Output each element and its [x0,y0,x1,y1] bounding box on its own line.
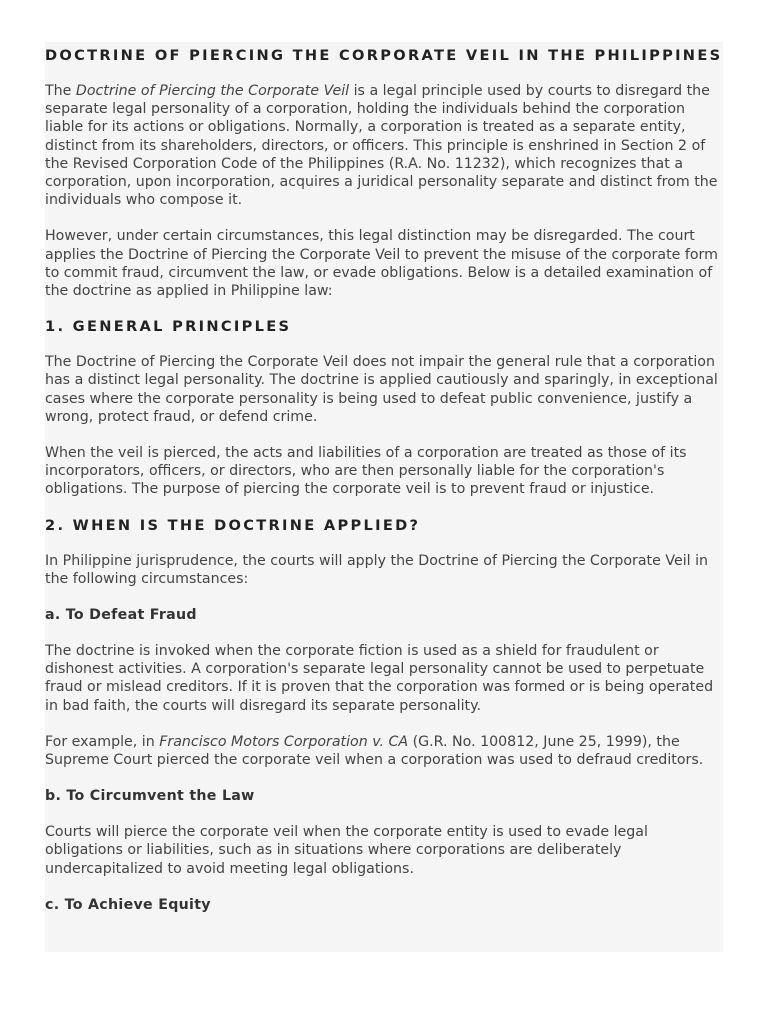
case-name: Francisco Motors Corporation v. CA [159,733,409,750]
subsection-a-heading: a. To Defeat Fraud [45,607,197,624]
doctrine-name: Doctrine of Piercing the Corporate Veil [75,83,350,99]
document-title: DOCTRINE OF PIERCING THE CORPORATE VEIL IN THE PHILIPPINES [45,47,723,64]
intro-paragraph-2: However, under certain circumstances, this legal distinction may be disregarded. The court applies the Doctrine of Piercing the Corporate Veil to prevent the misuse of the corporate form to commit fraud, circumvent the law, or evade obligations. Below is a detailed examination of the doctrine as applied in Philippine law: [45,228,718,300]
section-1-paragraph-1: The Doctrine of Piercing the Corporate Veil does not impair the general rule that a corporation has a distinct legal personality. The doctrine is applied cautiously and sparingly, in exceptional cases where the corporate personality is being used to defeat public convenience, justify a wrong, protect fraud, or defend crime. [45,354,718,425]
subsection-c-heading: c. To Achieve Equity [45,896,211,913]
section-2-intro: In Philippine jurisprudence, the courts will apply the Doctrine of Piercing the Corporate Veil in the following circumstances: [45,552,709,587]
example-post: (G.R. No. 100812, June 25, 1999), the Supreme Court pierced the corporate veil when a corporation was used to defraud creditors. [45,733,704,769]
intro-p1-pre: The [45,83,76,99]
subsection-b-paragraph-1: Courts will pierce the corporate veil when the corporate entity is used to evade legal obligations or liabilities, such as in situations where corporations are deliberately undercapitalized to avoid meeting legal obligations. [45,824,648,877]
intro-p1-post: is a legal principle used by courts to disregard the separate legal personality of a corporation, holding the individuals behind the corporation liable for its actions or obligations. Normally, a corporation is treated as a separate entity, distinct from its shareholders, directors, or officers. This principle is enshrined in Section 2 of the Revised Corporation Code of the Philippines (R.A. No. 11232), which recognizes that a corporation, upon incorporation, acquires a juridical personality separate and distinct from the individuals who compose it. [45,83,718,209]
section-1-paragraph-2: When the veil is pierced, the acts and liabilities of a corporation are treated as those of its incorporators, officers, or directors, who are then personally liable for the corporation's obligations. The purpose of piercing the corporate veil is to prevent fraud or injustice. [45,445,687,498]
example-pre: For example, in [45,733,160,750]
document-body [45,46,723,915]
intro-paragraph-1 [45,82,723,209]
subsection-b-heading: b. To Circumvent the Law [45,788,255,805]
section-2-heading: 2. WHEN IS THE DOCTRINE APPLIED? [45,516,421,534]
subsection-a-paragraph-1: The doctrine is invoked when the corporate fiction is used as a shield for fraudulent or dishonest activities. A corporation's separate legal personality cannot be used to perpetuate fraud or mislead creditors. If it is proven that the corporation was formed or is being operated in bad faith, the courts will disregard its separate personality. [45,643,714,714]
section-1-heading: 1. GENERAL PRINCIPLES [45,318,292,336]
subsection-a-paragraph-2 [45,733,723,769]
document-page [45,42,723,952]
